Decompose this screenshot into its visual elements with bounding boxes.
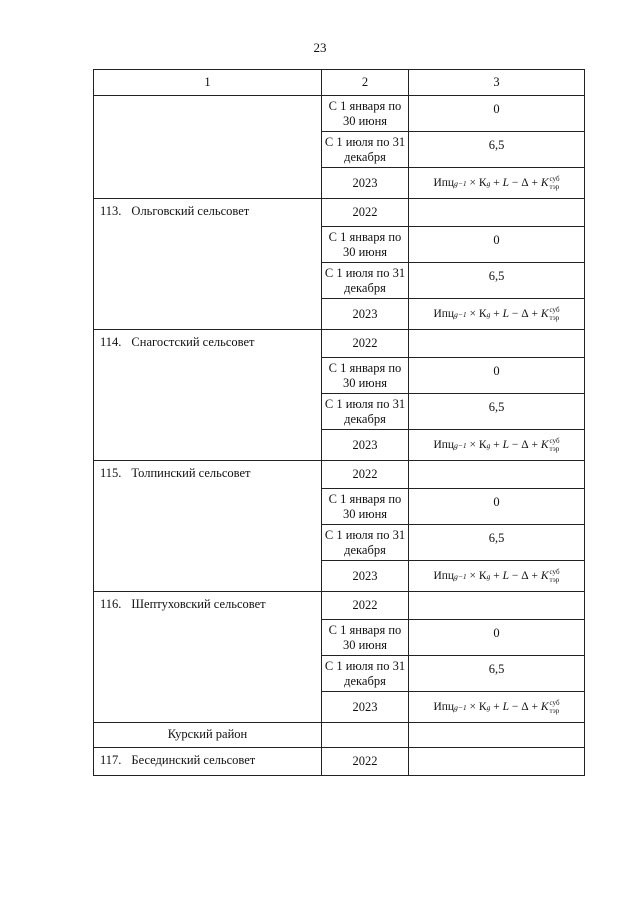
year-cell: 2023 <box>321 298 409 330</box>
formula-cell <box>408 167 585 199</box>
formula-plus: + <box>531 307 538 320</box>
formula-base: Ипц <box>433 176 455 189</box>
formula-times: × <box>469 569 477 582</box>
formula-plus: + <box>531 569 538 582</box>
year-cell: 2022 <box>321 198 409 227</box>
formula-l: L <box>502 438 509 451</box>
period-cell: С 1 июля по 31 декабря <box>321 524 409 561</box>
formula-ksub-sub: тэр <box>549 445 560 453</box>
formula-delta: Δ <box>521 307 529 320</box>
formula-delta: Δ <box>521 700 529 713</box>
formula-times: × <box>469 307 477 320</box>
tariff-table <box>93 69 585 819</box>
value-cell: 0 <box>408 619 585 656</box>
period-cell: С 1 января по 30 июня <box>321 488 409 525</box>
value-cell: 0 <box>408 357 585 394</box>
formula-ksub-sup: суб <box>549 175 560 183</box>
formula-plus: + <box>531 438 538 451</box>
period-cell: С 1 января по 30 июня <box>321 226 409 263</box>
formula-k: К <box>478 176 487 189</box>
formula-k: К <box>478 700 487 713</box>
formula-l: L <box>502 307 509 320</box>
year-cell: 2023 <box>321 167 409 199</box>
formula-plus: + <box>493 176 500 189</box>
value-cell <box>408 722 585 748</box>
formula-ksub-sup: суб <box>549 699 560 707</box>
entity-name-cell <box>93 198 322 330</box>
formula-plus: + <box>493 569 500 582</box>
formula-plus: + <box>493 700 500 713</box>
entity-name: Шептуховский сельсовет <box>131 597 266 611</box>
formula-k-sub: g <box>486 702 491 712</box>
formula-k-sub: g <box>486 571 491 581</box>
formula-plus: + <box>493 307 500 320</box>
formula-delta: Δ <box>521 569 529 582</box>
formula-ksub: K <box>540 176 549 189</box>
formula-delta: Δ <box>521 176 529 189</box>
value-cell <box>408 198 585 227</box>
value-cell: 0 <box>408 95 585 132</box>
formula-base: Ипц <box>433 438 455 451</box>
year-cell: 2022 <box>321 747 409 776</box>
formula-minus: − <box>511 176 519 189</box>
formula-ksub-sup: суб <box>549 437 560 445</box>
value-cell <box>408 460 585 489</box>
entity-name: Снагостский сельсовет <box>131 335 255 349</box>
year-cell: 2023 <box>321 560 409 592</box>
formula-plus: + <box>493 438 500 451</box>
entity-number: 117. <box>100 753 122 767</box>
entity-name: Ольговский сельсовет <box>131 204 250 218</box>
formula-base-sub: g−1 <box>454 309 467 319</box>
formula-k-sub: g <box>486 440 491 450</box>
formula-ksub: K <box>540 700 549 713</box>
entity-name-cell <box>93 591 322 723</box>
formula-ksub: K <box>540 569 549 582</box>
entity-number: 113. <box>100 204 122 218</box>
continuation-cell <box>93 95 322 199</box>
page-number: 23 <box>313 40 327 55</box>
year-cell: 2022 <box>321 329 409 358</box>
header-col-1: 1 <box>93 69 322 96</box>
formula-minus: − <box>511 438 519 451</box>
formula-ksub-sub: тэр <box>549 576 560 584</box>
period-cell: С 1 января по 30 июня <box>321 619 409 656</box>
value-cell: 6,5 <box>408 131 585 168</box>
formula-ksub-sup: суб <box>549 306 560 314</box>
value-cell: 6,5 <box>408 655 585 692</box>
value-cell: 0 <box>408 226 585 263</box>
formula-minus: − <box>511 700 519 713</box>
formula-times: × <box>469 176 477 189</box>
district-name: Курский район <box>167 727 248 741</box>
value-cell: 0 <box>408 488 585 525</box>
formula-plus: + <box>531 700 538 713</box>
formula-cell <box>408 560 585 592</box>
formula-k: К <box>478 569 487 582</box>
entity-number: 116. <box>100 597 122 611</box>
entity-number: 115. <box>100 466 122 480</box>
year-cell: 2022 <box>321 460 409 489</box>
formula-ksub-sub: тэр <box>549 314 560 322</box>
formula-ksub-sub: тэр <box>549 707 560 715</box>
value-cell <box>408 747 585 776</box>
value-cell <box>408 329 585 358</box>
entity-number: 114. <box>100 335 122 349</box>
period-cell: С 1 июля по 31 декабря <box>321 131 409 168</box>
entity-name: Бесединский сельсовет <box>131 753 256 767</box>
formula-base: Ипц <box>433 307 455 320</box>
formula-delta: Δ <box>521 438 529 451</box>
formula-l: L <box>502 176 509 189</box>
entity-name-cell <box>93 747 322 776</box>
formula-minus: − <box>511 569 519 582</box>
formula-k-sub: g <box>486 178 491 188</box>
formula-base-sub: g−1 <box>454 178 467 188</box>
formula-cell <box>408 429 585 461</box>
formula-ksub: K <box>540 438 549 451</box>
formula-l: L <box>502 569 509 582</box>
entity-name-cell <box>93 460 322 592</box>
entity-name-cell <box>93 329 322 461</box>
formula-ksub: K <box>540 307 549 320</box>
value-cell: 6,5 <box>408 524 585 561</box>
value-cell: 6,5 <box>408 393 585 430</box>
formula-l: L <box>502 700 509 713</box>
period-cell: С 1 июля по 31 декабря <box>321 262 409 299</box>
formula-base-sub: g−1 <box>454 702 467 712</box>
header-col-2: 2 <box>321 69 409 96</box>
formula-times: × <box>469 700 477 713</box>
formula-base-sub: g−1 <box>454 571 467 581</box>
formula-base: Ипц <box>433 569 455 582</box>
period-cell: С 1 июля по 31 декабря <box>321 655 409 692</box>
period-cell: С 1 января по 30 июня <box>321 95 409 132</box>
formula-cell <box>408 298 585 330</box>
period-cell: С 1 июля по 31 декабря <box>321 393 409 430</box>
header-col-3: 3 <box>408 69 585 96</box>
district-name-cell <box>93 722 322 748</box>
formula-k: К <box>478 307 487 320</box>
value-cell <box>408 591 585 620</box>
formula-minus: − <box>511 307 519 320</box>
year-cell: 2023 <box>321 429 409 461</box>
period-cell: С 1 января по 30 июня <box>321 357 409 394</box>
formula-ksub-sup: суб <box>549 568 560 576</box>
formula-times: × <box>469 438 477 451</box>
formula-cell <box>408 691 585 723</box>
entity-name: Толпинский сельсовет <box>131 466 251 480</box>
value-cell: 6,5 <box>408 262 585 299</box>
year-cell <box>321 722 409 748</box>
formula-base-sub: g−1 <box>454 440 467 450</box>
formula-ksub-sub: тэр <box>549 183 560 191</box>
formula-base: Ипц <box>433 700 455 713</box>
formula-k: К <box>478 438 487 451</box>
formula-k-sub: g <box>486 309 491 319</box>
year-cell: 2023 <box>321 691 409 723</box>
year-cell: 2022 <box>321 591 409 620</box>
formula-plus: + <box>531 176 538 189</box>
